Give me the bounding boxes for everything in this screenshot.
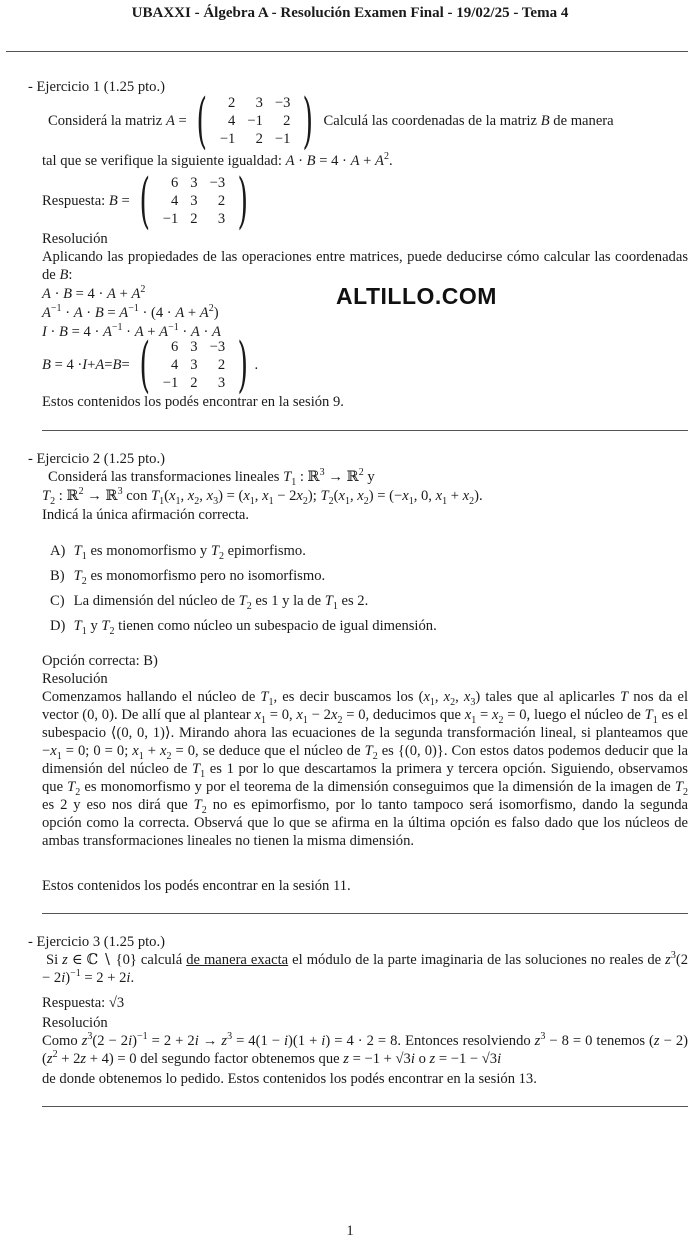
matrix-a-cell: −1	[274, 131, 291, 147]
ex1-answer: Respuesta: B = ( 6 3 −3 4 3 2 −1 2 3 )	[42, 166, 249, 236]
separator	[42, 1106, 688, 1107]
matrix-b-cell: 2	[217, 193, 226, 209]
ex2-session: Estos contenidos los podés encontrar en la sesión 11.	[42, 878, 351, 894]
ex1-step4: B = 4 · I + A = B = ( 6 3 −3 4 3 2 −1 2 3 ) .	[42, 330, 259, 400]
matrix-a-cell: 2	[283, 113, 291, 129]
ex1-res-text: Aplicando las propiedades de las operaciones entre matrices, puede deducirse cómo calcular las coordenadas de B:	[42, 249, 688, 283]
matrix-b-result-cell: 2	[217, 357, 226, 373]
matrix-b-cell: 3	[190, 175, 198, 191]
ex2-title: - Ejercicio 2 (1.25 pto.)	[28, 451, 165, 467]
ex1-session: Estos contenidos los podés encontrar en la sesión 9.	[42, 394, 344, 410]
matrix-b-cell: −1	[162, 211, 179, 227]
ex1-equality: tal que se verifique la siguiente igualdad: $A \cdot B = 4 \cdot A + A^2$.	[42, 151, 393, 169]
ex2-option-d: D) $T_1$ y $T_2$ tienen como núcleo un subespacio de igual dimensión.	[50, 618, 437, 637]
ex3-title: - Ejercicio 3 (1.25 pto.)	[28, 934, 165, 950]
ex2-correct: Opción correcta: B)	[42, 653, 158, 669]
ex2-def: $T_2$ : ℝ$^2$ → ℝ$^3$ con $T_1(x_1$, $x_2$, $x_3) = (x_1$, $x_1 - 2x_2$); $T_2(x_1$, $x_2) = (-x_1$, 0, $x_1 + x_2$).	[42, 486, 483, 507]
ex2-res-title: Resolución	[42, 671, 108, 687]
matrix-b-result-cell: −1	[162, 375, 179, 391]
ex1-title: - Ejercicio 1 (1.25 pto.)	[28, 79, 165, 95]
ex3-res-title: Resolución	[42, 1015, 108, 1031]
ex3-statement: Si z ∈ ℂ ∖ {0} calculá de manera exacta el módulo de la parte imaginaria de las soluciones no reales de $z^3(2 - 2i)^{-1} = 2 + 2i$.	[42, 950, 688, 986]
matrix-a	[214, 94, 297, 148]
matrix-b-cell: 3	[190, 193, 198, 209]
matrix-a-cell: 4	[228, 113, 236, 129]
matrix-a-cell: 2	[228, 95, 236, 111]
matrix-b-result-cell: 4	[171, 357, 179, 373]
ex1-statement: Considerá la matriz A = ( 2 3 −3 4 −1 2 −1 2 −1 ) Calculá las coordenadas de la matriz B de manera	[48, 86, 614, 156]
matrix-a-cell: 2	[255, 131, 263, 147]
ex2-option-a: A) $T_1$ es monomorfismo y $T_2$ epimorfismo.	[50, 543, 306, 562]
matrix-b-cell: 2	[190, 211, 198, 227]
ex2-option-c: C) La dimensión del núcleo de $T_2$ es 1 y la de $T_1$ es 2.	[50, 593, 369, 612]
matrix-b-cell: −3	[209, 175, 226, 191]
separator	[42, 430, 688, 431]
matrix-b-cell: 3	[217, 211, 226, 227]
matrix-a-cell: 3	[255, 95, 263, 111]
ex3-res-text: Como $z^3(2 - 2i)^{-1} = 2 + 2i \to z^3 = 4(1 - i)(1 + i) = 4 \cdot 2 = 8$. Entonces resolviendo $z^3 - 8 = 0$ tenemos $(z - 2)(z^2 + 2z + 4) = 0$ del segundo factor obtenemos que z = −1 + √3i o z = −1 − √3i	[42, 1031, 688, 1067]
ex1-res-title: Resolución	[42, 231, 108, 247]
matrix-b-result-cell: 2	[190, 375, 198, 391]
matrix-b-result-cell: 3	[217, 375, 226, 391]
header-rule	[6, 51, 688, 52]
matrix-b-cell: 4	[171, 193, 179, 209]
ex3-session: de donde obtenemos lo pedido. Estos contenidos los podés encontrar en la sesión 13.	[42, 1071, 537, 1087]
matrix-b-result	[157, 338, 231, 392]
ex2-lead: Considerá las transformaciones lineales $T_1$ : ℝ$^3$ → ℝ$^2$ y	[48, 467, 375, 488]
matrix-b-result-cell: 3	[190, 339, 198, 355]
watermark: ALTILLO.COM	[336, 283, 497, 309]
matrix-a-cell: −3	[274, 95, 291, 111]
separator	[42, 913, 688, 914]
matrix-b-cell: 6	[171, 175, 179, 191]
ex2-instr: Indicá la única afirmación correcta.	[42, 507, 250, 523]
matrix-b	[157, 174, 231, 228]
matrix-a-cell: −1	[219, 131, 236, 147]
ex1-step1: $A \cdot B = 4 \cdot A + A^2$	[42, 284, 146, 302]
ex1-step3: $I \cdot B = 4 \cdot A^{-1} \cdot A + A^{-1} \cdot A \cdot A$	[42, 322, 221, 340]
page-number: 1	[346, 1223, 354, 1239]
ex2-option-b: B) $T_2$ es monomorfismo pero no isomorfismo.	[50, 568, 326, 587]
matrix-a-cell: −1	[247, 113, 263, 129]
ex1-step2: $A^{-1} \cdot A \cdot B = A^{-1} \cdot (4 \cdot A + A^2)$	[42, 303, 219, 321]
ex3-answer: Respuesta: √3	[42, 995, 125, 1011]
matrix-b-result-cell: 3	[190, 357, 198, 373]
page-header: UBAXXI - Álgebra A - Resolución Examen Final - 19/02/25 - Tema 4	[131, 5, 569, 21]
matrix-b-result-cell: −3	[209, 339, 226, 355]
ex2-res-text: Comenzamos hallando el núcleo de $T_1$, es decir buscamos los ($x_1$, $x_2$, $x_3$) tales que al aplicarles T nos da el vector (0, 0). De allí que al plantear $x_1 = 0$, $x_1 - 2x_2 = 0$, deducimos que $x_1 = x_2 = 0$, luego el núcleo de $T_1$ es el subespacio ⟨(0, 0, 1)⟩. Mirando ahora las ecuaciones de la segunda transformación lineal, si planteamos que $-x_1 = 0$; 0 = 0; $x_1 + x_2 = 0$, se deduce que el núcleo de $T_2$ es {(0, 0)}. Con estos datos podemos deducir que la dimensión del núcleo de $T_1$ es 1 por lo que descartamos la primera y tercera opción. Siguiendo, observamos que $T_2$ es monomorfismo y por el teorema de la dimensión conseguimos que la dimensión de la imagen de $T_2$ es 2 y eso nos dirá que $T_2$ no es epimorfismo, por lo tanto tampoco será isomorfismo, dando la segunda opción como la correcta. Observá que lo que se afirma en la última opción es falso dado que los núcleos de ambas transformaciones lineales no tienen la misma dimensión.	[42, 689, 689, 849]
matrix-b-result-cell: 6	[171, 339, 179, 355]
